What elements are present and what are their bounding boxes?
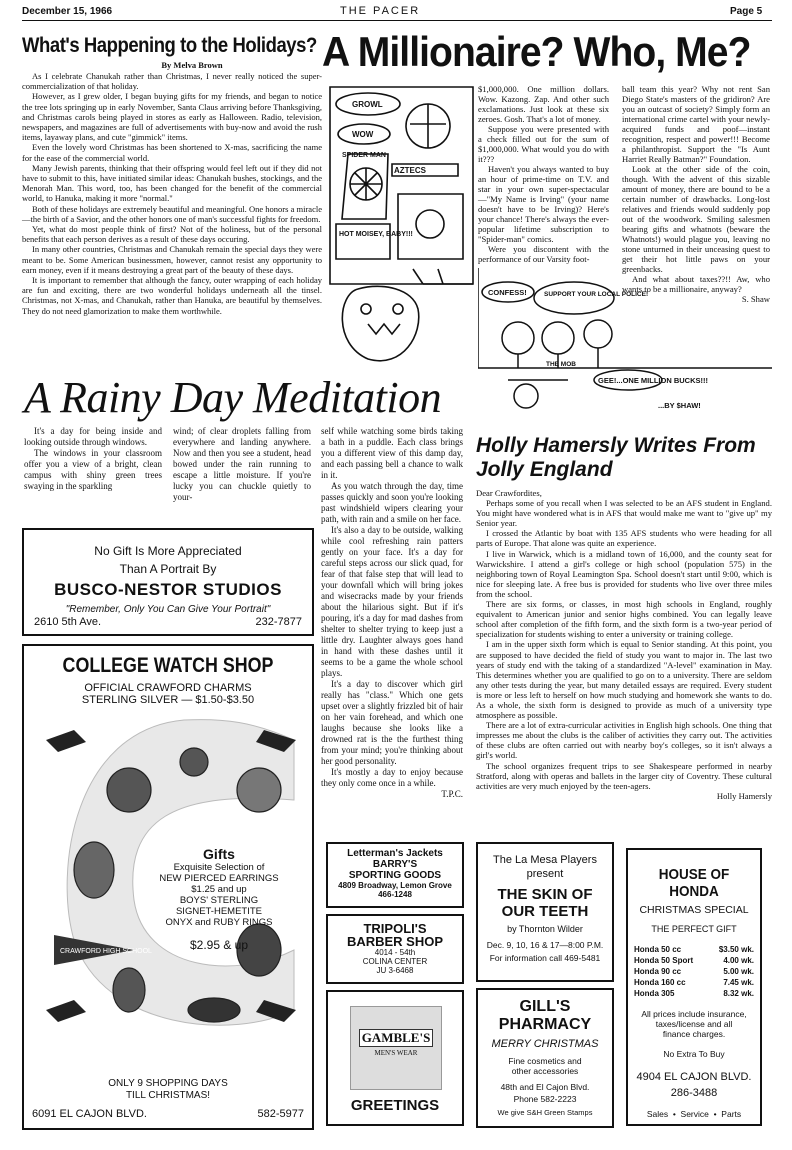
lamesa-dates: Dec. 9, 10, 16 & 17—8:00 P.M.: [486, 940, 604, 950]
holly-signature: Holly Hamersly: [716, 790, 772, 801]
gills-address: 48th and El Cajon Blvd.: [500, 1082, 590, 1092]
paragraph: $1,000,000. One million dollars. Wow. Kazong. Zap. And other such exclamations. Just look at these six zeroes. Gosh. That's a lot of money.: [478, 84, 609, 124]
honda-price: 5.00 wk.: [723, 967, 754, 976]
holidays-body: [22, 71, 322, 316]
holidays-article: [22, 34, 322, 316]
honda-footer: Sales • Service • Parts: [646, 1109, 742, 1119]
cartoon-label: GROWL: [352, 100, 383, 109]
tripoli-ad: [326, 914, 464, 984]
paragraph: Suppose you were presented with a check filled out for the sum of $1,000,000. What would you do with it???: [478, 124, 609, 164]
watch-days2: TILL CHRISTMAS!: [125, 1090, 211, 1101]
watch-gift-line: SIGNET-HEMETITE: [175, 906, 263, 917]
header-rule: [22, 20, 772, 21]
paragraph: However, as I grew older, I began buying gifts for my friends, and began to notice the tree lots springing up in early November, Santa Claus arriving before Thanksgiving, and Christmas carols being played in stores as early as Halloween. Radio, television, newspapers, and magazines are full of advertisements with buy-now and avoid the rush items, layaway plans, and cute "gimmick" items.: [22, 91, 322, 143]
paragraph: As you watch through the day, time passes quickly and soon you're looking past windshield wipers clearing your path, with rain and a smile on her face.: [321, 481, 463, 524]
gills-stamps: We give S&H Green Stamps: [497, 1108, 593, 1117]
honda-title: HOUSE OF HONDA: [658, 866, 730, 900]
busco-slogan: "Remember, Only You Can Give Your Portrait": [65, 604, 271, 615]
paragraph: As I celebrate Chanukah rather than Christmas, I never really noticed the super-commercialization of that holiday.: [22, 71, 322, 92]
watch-gifts-title: Gifts: [203, 846, 235, 862]
honda-note: taxes/license and all: [655, 1019, 733, 1029]
gills-ad: [476, 988, 614, 1128]
cartoon-label: GEE!...ONE MILLION BUCKS!!!: [598, 376, 708, 385]
honda-row: [634, 988, 754, 999]
cartoon-label: THE MOB: [546, 361, 576, 368]
gambles-logo: [350, 1006, 442, 1090]
watch-line1: OFFICIAL CRAWFORD CHARMS: [84, 682, 252, 694]
honda-sub: CHRISTMAS SPECIAL: [639, 904, 749, 916]
paragraph: Both of these holidays are extremely beautiful and meaningful. One honors a miracle—the birth of a Savior, and the other honors one of man's successful fights for freedom.: [22, 203, 322, 224]
honda-price: $3.50 wk.: [718, 945, 754, 954]
issue-date: December 15, 1966: [22, 6, 113, 17]
honda-price: 7.45 wk.: [723, 978, 754, 987]
holly-greeting: Dear Crawfordites,: [476, 488, 542, 498]
watch-gift-price: $2.95 & up: [189, 938, 249, 952]
honda-row: [634, 977, 754, 988]
gills-phone: Phone 582-2223: [513, 1094, 577, 1104]
watch-gift-line: ONYX and RUBY RINGS: [165, 917, 273, 928]
honda-model: Honda 305: [634, 989, 675, 998]
barrys-phone: 466-1248: [378, 890, 412, 899]
paragraph: I live in Warwick, which is a midland town of 16,000, and the county seat for Warwickshire. I attend a girl's college or high school (population 575) in the neighboring town of Royal Leamington Spa. School doesn't start until 9:00, which is nice for sleeping late. A free bus is provided for students who live over three miles from the school.: [476, 548, 772, 599]
paragraph: It's a day for being inside and looking outside through windows.: [24, 426, 162, 447]
paragraph: ball team this year? Why not rent San Diego State's masters of the gridiron? Are you an outcast of society? Simply form an international crime cartel with your newly-acquired funds and poof—instant recognition, respect and power!!! Become a philanthropist. Support the "Is Aunt Harriet Really Batman?" Foundation.: [622, 84, 770, 164]
paragraph: Even the lovely word Christmas has been shortened to X-mas, sacrificing the name for the ease of the commercial world.: [22, 142, 322, 163]
honda-ad: [626, 848, 762, 1126]
gambles-greetings: GREETINGS: [350, 1097, 440, 1114]
millionaire-signature: S. Shaw: [741, 294, 770, 304]
holly-body: [476, 488, 772, 801]
paragraph: There are a lot of extra-curricular activities in English high schools. One thing that impresses me about the clubs is the caliber of activities they carry out. The activities of these clubs are often carried out with nearby boy's colleges, so it isn't always a girl's world.: [476, 720, 772, 761]
watch-shop-ad: [22, 644, 314, 1130]
cartoon-label: ...BY $HAW!: [658, 401, 701, 410]
watch-address: 6091 EL CAJON BLVD.: [32, 1108, 147, 1120]
honda-price: 4.00 wk.: [723, 956, 754, 965]
cartoon-label: SUPPORT YOUR LOCAL POLICE!: [544, 291, 649, 298]
millionaire-cartoon-lower: [478, 268, 772, 420]
gills-line: Fine cosmetics and: [508, 1056, 582, 1066]
barrys-name: BARRY'S: [372, 859, 418, 870]
honda-nobuy: No Extra To Buy: [663, 1049, 725, 1059]
paper-name: THE PACER: [340, 5, 421, 17]
paragraph: It is important to remember that although the fancy, outer wrapping of each holiday are fun and exciting, there are two wonderful holidays underneath all the tinsel. Christmas, not X-mas, and Chanukah, rather than Hanuka, are beautiful by themselves. They do not need glamorization to make them worthwhile.: [22, 275, 322, 316]
lamesa-line: present: [526, 868, 564, 880]
busco-line2: Than A Portrait By: [119, 562, 217, 576]
gills-name: GILL'S: [519, 998, 571, 1015]
honda-phone: 286-3488: [670, 1087, 718, 1099]
lamesa-play-title: OUR TEETH: [501, 903, 589, 920]
cartoon-mob-icon: [478, 268, 772, 420]
paragraph: In many other countries, Christmas and Chanukah remain the special days they were meant to be. Some American businessmen, however, cannot resist any opportunity to earn money, even if it means destroying a great part of the beauty of these days.: [22, 244, 322, 275]
gills-line: other accessories: [511, 1066, 579, 1076]
pennant-text: CRAWFORD HIGH SCHOOL: [60, 948, 152, 955]
tripoli-line: BARBER SHOP: [346, 934, 444, 949]
cartoon-label: AZTECS: [394, 166, 426, 175]
paragraph: Were you discontent with the performance of our Varsity foot-: [478, 244, 609, 264]
cartoon-drawing-icon: [328, 84, 475, 379]
watch-title: COLLEGE WATCH SHOP: [62, 654, 274, 677]
paragraph: Haven't you always wanted to buy an hour of prime-time on T.V. and star in your own super-spectacular—"My Name is Irving" (your name doesn't have to be Irving)? Here's your chance! There's always the ever-popular lifetime subscription to "Spider-man" comics.: [478, 164, 609, 244]
millionaire-col1: [478, 84, 609, 264]
honda-model: Honda 90 cc: [634, 967, 682, 976]
tripoli-address: 4014 - 54th: [374, 948, 416, 957]
cartoon-label: SPIDER MAN: [342, 152, 386, 159]
holly-title: Holly Hamersly Writes From Jolly England: [476, 434, 756, 481]
honda-address: 4904 EL CAJON BLVD.: [636, 1071, 752, 1083]
rainy-col1: [24, 426, 162, 492]
cartoon-label: WOW: [352, 130, 374, 139]
gambles-logo-text: GAMBLE'S: [359, 1029, 433, 1047]
tripoli-name: TRIPOLI'S: [363, 921, 427, 936]
paragraph: I am in the upper sixth form which is equal to Senior standing. At this point, you are supposed to have decided the field of study you want to major in. The last two years of study end with the taking of a standardized "A-level" examination in May. This determines whether you are qualified to go on to a university. There are seldom any other tests during the year, but many detailed essays are required. Every student is more or less left to herself on how much studying and homework she wants to do. As a whole, the sixth form is designed to provide as much of a university type atmosphere as possible.: [476, 639, 772, 721]
barrys-address: 4809 Broadway, Lemon Grove: [338, 881, 452, 890]
lamesa-ad: [476, 842, 614, 982]
barrys-line: Letterman's Jackets: [347, 848, 443, 859]
honda-model: Honda 50 cc: [634, 945, 682, 954]
paragraph: wind; of clear droplets falling from everywhere and landing anywhere. Now and then you see a student, head bowed under the rain running to escape a little moisture. If you're lucky you can chuckle quietly to your-: [173, 426, 311, 502]
honda-note: finance charges.: [662, 1029, 726, 1039]
busco-address: 2610 5th Ave.: [34, 616, 102, 628]
watch-phone: 582-5977: [257, 1108, 304, 1120]
honda-note: All prices include insurance,: [641, 1009, 747, 1019]
paragraph: And what about taxes??!! Aw, who wants to be a millionaire, anyway?: [622, 274, 770, 294]
watch-gift-line: BOYS' STERLING: [179, 895, 259, 906]
honda-gift: THE PERFECT GIFT: [651, 924, 737, 934]
holidays-byline: By Melva Brown: [161, 60, 223, 70]
busco-phone: 232-7877: [255, 616, 302, 628]
rainy-title: A Rainy Day Meditation: [24, 373, 442, 422]
gills-name: PHARMACY: [498, 1016, 592, 1033]
honda-price-list: [634, 944, 754, 999]
honda-row: [634, 955, 754, 966]
barrys-line: SPORTING GOODS: [348, 870, 442, 881]
busco-name: BUSCO-NESTOR STUDIOS: [54, 580, 282, 599]
watch-line2: STERLING SILVER — $1.50-$3.50: [81, 694, 255, 706]
paragraph: There are six forms, or classes, in most high schools in England, roughly equivalent to American junior and senior highs combined. You can legally leave school after completion of the fifth form, and the sixth form is a two-year period of specialization for students wishing to enter a university or training college.: [476, 599, 772, 640]
busco-ad: [22, 528, 314, 636]
cartoon-label: HOT MOISEY, BABY!!!: [339, 231, 413, 238]
tripoli-center: COLINA CENTER: [362, 957, 428, 966]
paragraph: Yet, what do most people think of first? Not of the holiness, but of the personal benefits that each person derives as a result of these days occuring.: [22, 224, 322, 245]
cartoon-label: CONFESS!: [488, 288, 527, 297]
millionaire-title: A Millionaire? Who, Me?: [322, 28, 751, 75]
rainy-signature: T.P.C.: [441, 789, 463, 799]
honda-row: [634, 966, 754, 977]
honda-row: [634, 944, 754, 955]
watch-gift-line: $1.25 and up: [191, 884, 247, 895]
paragraph: It's also a day to be outside, walking while cool refreshing rain patters gently on your face. It's a day for careful steps across our slick quad, for fear of that false step that will lead to your downfall which will bring jokes and wisecracks made by your friends about the hilarious sight. But if it's pouring, it's a day for mad dashes from shelter to shelter trying to keep just a little dry. Laughter always goes hand in hand with these dashes until it seems to be a game the whole school plays.: [321, 525, 463, 678]
lamesa-play-title: THE SKIN OF: [497, 886, 593, 903]
honda-model: Honda 160 cc: [634, 978, 686, 987]
watch-gifts-block: [144, 846, 294, 952]
gills-greeting: MERRY CHRISTMAS: [491, 1038, 599, 1050]
paragraph: I crossed the Atlantic by boat with 135 AFS students who were heading for all parts of Europe. That alone was quite an experience.: [476, 528, 772, 549]
honda-price: 8.32 wk.: [723, 989, 754, 998]
holidays-title: What's Happening to the Holidays?: [22, 34, 317, 57]
lamesa-line: The La Mesa Players: [493, 854, 597, 866]
millionaire-cartoon: [328, 84, 475, 379]
paragraph: It's mostly a day to enjoy because they only come once in a while.: [321, 767, 463, 788]
paragraph: Many Jewish parents, thinking that their offspring would feel left out if they did not have to submit to this, have initiated similar ideas: Chanukah bushes, stockings, and the Menorah Man. This word, too, has been changed for the benefit of the commercial world, to Hanuka, making it more "normal.": [22, 162, 322, 204]
watch-gift-line: NEW PIERCED EARRINGS: [159, 873, 279, 884]
gambles-sub: MEN'S WEAR: [374, 1049, 418, 1057]
paragraph: Perhaps some of you recall when I was selected to be an AFS student in England. You might have wondered what is in AFS that would make me want to "give up" my Senior year.: [476, 498, 772, 529]
paragraph: self while watching some birds taking a bath in a puddle. Each class brings you a different view of this damp day, and each passing bell a chance to walk in it.: [321, 426, 463, 480]
paragraph: The school organizes frequent trips to see Shakespeare performed in nearby Stratford, along with operas and ballets in the larger city of Coventry. These cultural activities are very much enjoyed by the teen-agers.: [476, 760, 772, 791]
paragraph: It's a day to discover which girl really has "class." Which one gets upset over a slightly frizzled bit of hair on her vain forehead, and which one laughs because she looks like a drowned rat is the the furthest thing from your mind; you're thinking about her good personality.: [321, 679, 463, 766]
gambles-ad: [326, 990, 464, 1126]
page-number: Page 5: [730, 6, 763, 17]
paragraph: The windows in your classroom offer you a view of a bright, clean campus with shiny green trees swaying in the sparkling: [24, 448, 162, 491]
paragraph: Look at the other side of the coin, though. With the advent of this sizable amount of money, there are bound to be a certain number of drawbacks. Long-lost relatives and friends would suddenly pop out of the woodwork. Smiling salesmen bearing gifts and whatnots (beware the Whatnots!) would plague you, leaving no stone unturned in their unceasing quest to get their hot little paws on your greenbacks.: [622, 164, 770, 274]
watch-days1: ONLY 9 SHOPPING DAYS: [108, 1078, 228, 1089]
honda-model: Honda 50 Sport: [634, 956, 694, 965]
tripoli-phone: JU 3-6468: [376, 966, 414, 975]
lamesa-author: by Thornton Wilder: [507, 924, 583, 934]
rainy-col3: [321, 426, 463, 800]
barrys-ad: [326, 842, 464, 908]
lamesa-info: For information call 469-5481: [489, 953, 601, 963]
busco-line1: No Gift Is More Appreciated: [94, 544, 242, 558]
rainy-col2: [173, 426, 311, 503]
watch-gift-line: Exquisite Selection of: [173, 862, 265, 873]
